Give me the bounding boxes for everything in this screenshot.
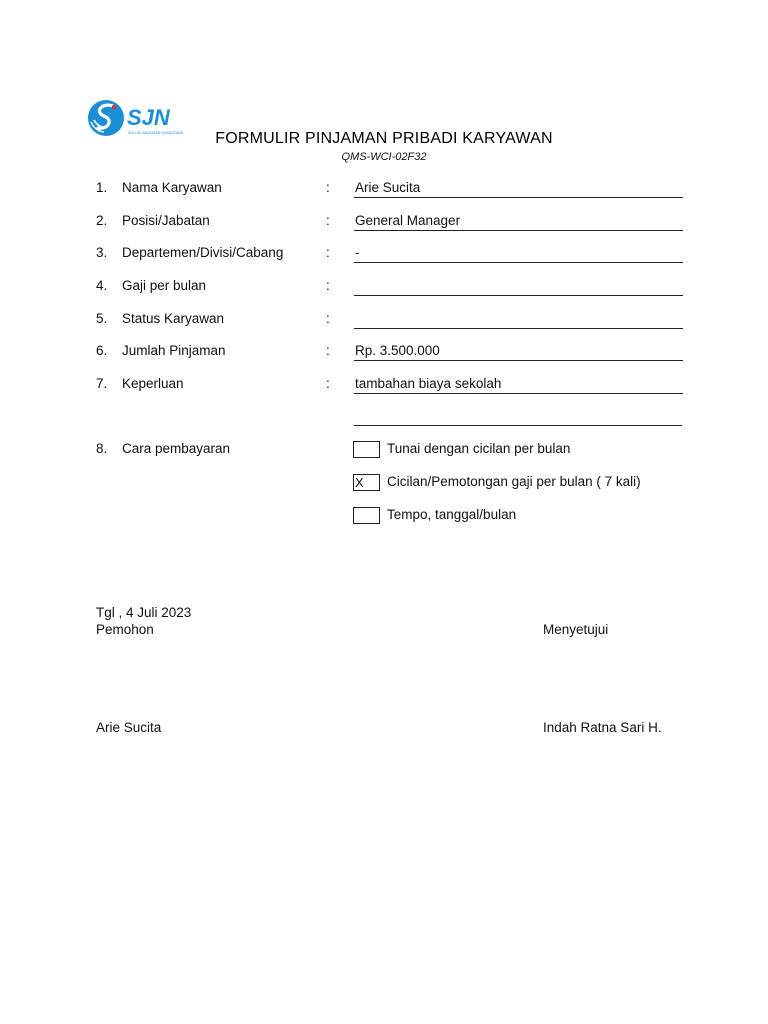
field-number: 7. <box>96 376 108 391</box>
checkbox[interactable] <box>353 507 380 524</box>
svg-text:SOLUSI JARINGAN NUSANTARA: SOLUSI JARINGAN NUSANTARA <box>128 131 184 135</box>
field-value[interactable]: Rp. 3.500.000 <box>354 343 683 361</box>
applicant-label: Pemohon <box>96 622 154 637</box>
field-label: Keperluan <box>122 376 184 391</box>
checkbox[interactable] <box>353 441 380 458</box>
date-line: Tgl , 4 Juli 2023 <box>96 605 192 620</box>
field-colon: : <box>326 376 330 391</box>
applicant-name: Arie Sucita <box>96 720 162 735</box>
option-label: Tempo, tanggal/bulan <box>387 507 517 522</box>
field-value[interactable] <box>354 278 683 296</box>
field-colon: : <box>326 213 330 228</box>
field-number: 5. <box>96 311 108 326</box>
field-jumlah-pinjaman <box>0 343 768 367</box>
field-number: 2. <box>96 213 108 228</box>
field-number: 3. <box>96 245 108 260</box>
approver-name: Indah Ratna Sari H. <box>543 720 662 735</box>
field-gaji-per-bulan <box>0 278 768 302</box>
keperluan-continuation-line[interactable] <box>354 425 682 426</box>
field-value[interactable]: Arie Sucita <box>354 180 683 198</box>
field-number: 8. <box>96 441 108 456</box>
field-number: 6. <box>96 343 108 358</box>
field-value[interactable] <box>354 311 683 329</box>
field-status-karyawan <box>0 311 768 335</box>
field-value[interactable]: - <box>354 245 683 263</box>
field-label: Nama Karyawan <box>122 180 222 195</box>
field-label: Cara pembayaran <box>122 441 231 456</box>
svg-text:SJN: SJN <box>127 105 170 130</box>
field-departemen <box>0 245 768 269</box>
field-colon: : <box>326 245 330 260</box>
checkbox-checked[interactable]: X <box>353 474 380 491</box>
field-label: Departemen/Divisi/Cabang <box>122 245 284 260</box>
field-number: 1. <box>96 180 108 195</box>
form-code: QMS-WCI-02F32 <box>341 151 427 163</box>
field-cara-pembayaran <box>0 441 768 465</box>
field-colon: : <box>326 180 330 195</box>
option-label: Tunai dengan cicilan per bulan <box>387 441 571 456</box>
field-number: 4. <box>96 278 108 293</box>
field-posisi-jabatan <box>0 213 768 237</box>
form-title: FORMULIR PINJAMAN PRIBADI KARYAWAN <box>215 130 553 147</box>
field-value[interactable]: General Manager <box>354 213 683 231</box>
field-label: Status Karyawan <box>122 311 225 326</box>
field-value[interactable]: tambahan biaya sekolah <box>354 376 683 394</box>
field-colon: : <box>326 343 330 358</box>
field-label: Jumlah Pinjaman <box>122 343 226 358</box>
field-colon: : <box>326 278 330 293</box>
field-colon: : <box>326 311 330 326</box>
field-label: Gaji per bulan <box>122 278 207 293</box>
field-nama-karyawan <box>0 180 768 204</box>
field-keperluan <box>0 376 768 400</box>
approver-label: Menyetujui <box>543 622 609 637</box>
option-label: Cicilan/Pemotongan gaji per bulan ( 7 kali) <box>387 474 641 489</box>
field-label: Posisi/Jabatan <box>122 213 210 228</box>
